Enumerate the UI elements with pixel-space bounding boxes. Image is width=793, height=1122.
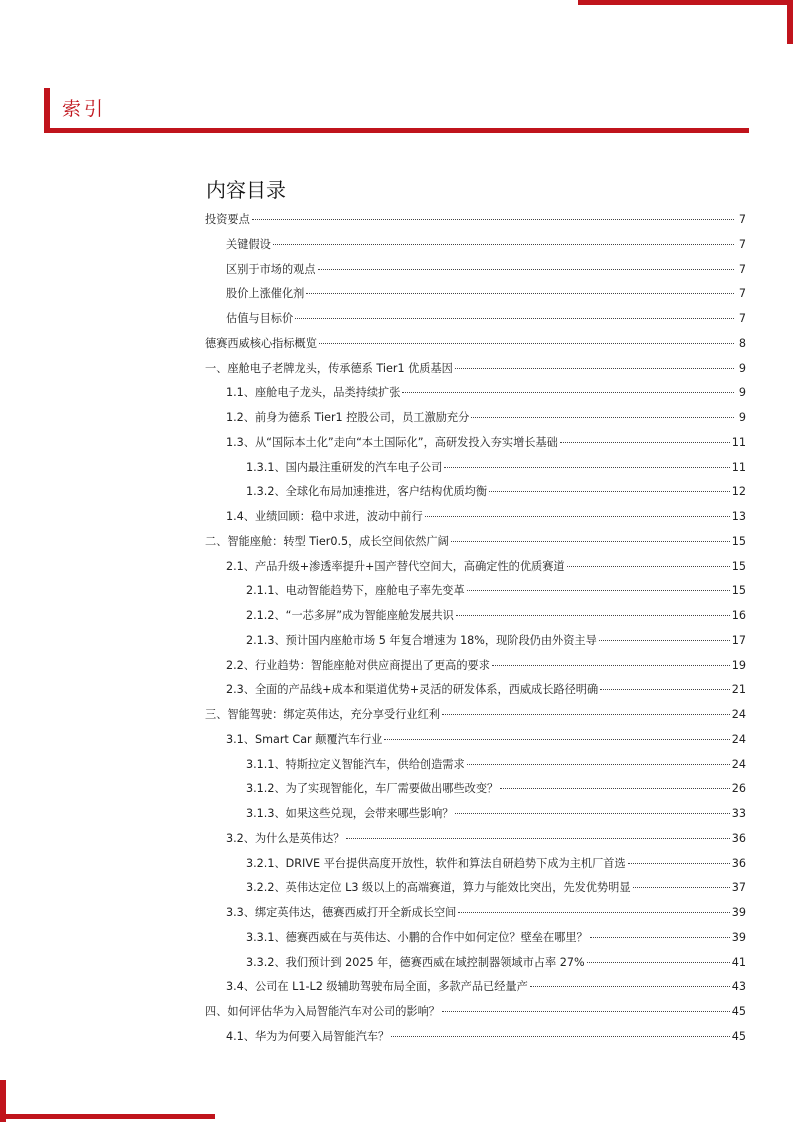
- toc-dot-leader: [599, 640, 730, 641]
- toc-entry-label: 3.4、公司在 L1-L2 级辅助驾驶布局全面，多款产品已经量产: [226, 980, 528, 994]
- toc-entry-label: 2.2、行业趋势：智能座舱对供应商提出了更高的要求: [226, 658, 490, 672]
- toc-entry[interactable]: [205, 409, 746, 434]
- toc-entry[interactable]: [205, 508, 746, 533]
- toc-dot-leader: [471, 417, 734, 418]
- toc-entry-page: 15: [731, 534, 746, 548]
- toc-entry[interactable]: [205, 384, 746, 409]
- toc-entry[interactable]: [205, 805, 746, 830]
- toc-entry-label: 一、座舱电子老牌龙头，传承德系 Tier1 优质基因: [205, 361, 453, 375]
- toc-entry-page: 45: [731, 1029, 746, 1043]
- toc-dot-leader: [425, 516, 730, 517]
- toc-entry-page: 7: [738, 237, 746, 251]
- toc-entry-label: 3.1.1、特斯拉定义智能汽车，供给创造需求: [246, 757, 465, 771]
- toc-dot-leader: [391, 1036, 730, 1037]
- toc-entry-page: 24: [731, 757, 746, 771]
- toc-dot-leader: [458, 912, 729, 913]
- top-right-bar: [578, 0, 793, 5]
- toc-entry-label: 3.3.1、德赛西威在与英伟达、小鹏的合作中如何定位？壁垒在哪里？: [246, 930, 588, 944]
- toc-entry-page: 17: [731, 633, 746, 647]
- toc-entry[interactable]: [205, 780, 746, 805]
- toc-dot-leader: [492, 665, 730, 666]
- toc-dot-leader: [530, 986, 730, 987]
- toc-entry-label: 3.3.2、我们预计到 2025 年，德赛西威在域控制器领域市占率 27%: [246, 955, 585, 969]
- toc-entry-page: 7: [738, 312, 746, 325]
- toc-entry[interactable]: [205, 310, 746, 335]
- toc-entry-label: 关键假设: [226, 237, 271, 251]
- toc-entry-page: 39: [731, 906, 746, 919]
- toc-entry-label: 二、智能座舱：转型 Tier0.5，成长空间依然广阔: [205, 534, 449, 548]
- toc-entry-label: 4.1、华为为何要入局智能汽车？: [226, 1029, 390, 1043]
- toc-dot-leader: [560, 442, 730, 443]
- toc-entry[interactable]: [205, 483, 746, 508]
- toc-entry[interactable]: [205, 830, 746, 855]
- toc-entry-page: 45: [731, 1005, 746, 1018]
- toc-dot-leader: [467, 764, 730, 765]
- toc-entry[interactable]: [205, 360, 746, 385]
- toc-entry-page: 43: [731, 980, 746, 994]
- toc-dot-leader: [590, 937, 730, 938]
- toc-entry-label: 3.2.2、英伟达定位 L3 级以上的高端赛道，算力与能效比突出，先发优势明显: [246, 881, 631, 895]
- toc-entry-page: 9: [738, 386, 746, 400]
- toc-entry-label: 1.1、座舱电子龙头，品类持续扩张: [226, 386, 401, 400]
- toc-entry-label: 投资要点: [205, 213, 250, 226]
- toc-entry-page: 21: [731, 683, 746, 697]
- toc-entry[interactable]: [205, 954, 746, 979]
- toc-dot-leader: [442, 714, 730, 715]
- toc-dot-leader: [600, 689, 730, 690]
- toc-entry[interactable]: [205, 236, 746, 261]
- toc-entry[interactable]: [205, 434, 746, 459]
- toc-entry-page: 36: [731, 856, 746, 870]
- toc-entry-page: 11: [731, 435, 746, 449]
- toc-entry[interactable]: [205, 1028, 746, 1053]
- toc-dot-leader: [467, 590, 730, 591]
- toc-entry-page: 7: [738, 262, 746, 276]
- toc-entry-page: 8: [738, 336, 746, 350]
- toc-entry-page: 15: [731, 559, 746, 573]
- toc-entry-page: 13: [731, 510, 746, 523]
- toc-entry[interactable]: [205, 211, 746, 236]
- toc-dot-leader: [456, 615, 730, 616]
- toc-dot-leader: [306, 293, 734, 294]
- toc-entry-label: 3.1、Smart Car 颠覆汽车行业: [226, 732, 383, 746]
- toc-entry-label: 2.1.1、电动智能趋势下，座舱电子率先变革: [246, 584, 465, 598]
- toc-entry[interactable]: [205, 533, 746, 558]
- toc-entry-label: 2.1.2、“一芯多屏”成为智能座舱发展共识: [246, 609, 454, 622]
- toc-entry-label: 3.3、绑定英伟达，德赛西威打开全新成长空间: [226, 906, 457, 919]
- toc-dot-leader: [444, 467, 729, 468]
- toc-entry[interactable]: [205, 879, 746, 904]
- toc-entry-label: 三、智能驾驶：绑定英伟达，充分享受行业红利: [205, 708, 440, 721]
- toc-entry[interactable]: [205, 261, 746, 286]
- toc-entry-page: 12: [731, 485, 746, 499]
- toc-dot-leader: [442, 1011, 730, 1012]
- toc-entry-page: 15: [731, 584, 746, 598]
- toc-dot-leader: [295, 318, 734, 319]
- header-rule: [44, 128, 749, 133]
- toc-entry-page: 7: [738, 213, 746, 226]
- toc-entry-label: 区别于市场的观点: [226, 262, 316, 276]
- header-accent-vertical: [44, 88, 50, 133]
- toc-entry-label: 3.2.1、DRIVE 平台提供高度开放性，软件和算法自研趋势下成为主机厂首选: [246, 856, 626, 870]
- table-of-contents: [205, 211, 746, 1053]
- toc-entry-page: 39: [731, 930, 746, 944]
- toc-entry-label: 3.2、为什么是英伟达？: [226, 831, 345, 845]
- toc-title: 内容目录: [206, 178, 286, 202]
- toc-entry-label: 3.1.3、如果这些兑现，会带来哪些影响？: [246, 807, 454, 820]
- toc-dot-leader: [500, 788, 730, 789]
- toc-entry[interactable]: [205, 706, 746, 731]
- toc-entry-page: 9: [738, 411, 746, 424]
- toc-entry[interactable]: [205, 731, 746, 756]
- toc-entry[interactable]: [205, 978, 746, 1003]
- toc-dot-leader: [318, 269, 734, 270]
- toc-entry-page: 24: [731, 732, 746, 746]
- toc-entry[interactable]: [205, 607, 746, 632]
- toc-entry-page: 7: [738, 287, 746, 301]
- toc-dot-leader: [633, 887, 730, 888]
- toc-dot-leader: [319, 343, 734, 344]
- toc-entry-label: 2.1.3、预计国内座舱市场 5 年复合增速为 18%，现阶段仍由外资主导: [246, 633, 597, 647]
- toc-dot-leader: [402, 392, 734, 393]
- toc-entry-label: 四、如何评估华为入局智能汽车对公司的影响？: [205, 1005, 440, 1018]
- toc-entry-label: 德赛西威核心指标概览: [205, 336, 317, 350]
- toc-entry[interactable]: [205, 558, 746, 583]
- toc-entry-label: 2.1、产品升级+渗透率提升+国产替代空间大，高确定性的优质赛道: [226, 559, 565, 573]
- toc-entry[interactable]: [205, 582, 746, 607]
- toc-entry[interactable]: [205, 904, 746, 929]
- toc-dot-leader: [567, 566, 730, 567]
- toc-entry[interactable]: [205, 855, 746, 880]
- toc-entry-label: 1.4、业绩回顾：稳中求进，波动中前行: [226, 510, 423, 523]
- toc-entry[interactable]: [205, 285, 746, 310]
- toc-entry-label: 估值与目标价: [226, 312, 294, 325]
- toc-dot-leader: [489, 491, 730, 492]
- toc-entry-page: 9: [738, 361, 746, 375]
- bottom-left-bar: [0, 1114, 215, 1119]
- toc-dot-leader: [451, 541, 730, 542]
- toc-entry-page: 36: [731, 831, 746, 845]
- toc-entry-label: 股价上涨催化剂: [226, 287, 305, 301]
- toc-entry-label: 1.3、从“国际本土化”走向“本土国际化”，高研发投入夯实增长基础: [226, 435, 558, 449]
- toc-entry[interactable]: [205, 657, 746, 682]
- toc-entry[interactable]: [205, 681, 746, 706]
- toc-entry[interactable]: [205, 929, 746, 954]
- toc-entry[interactable]: [205, 335, 746, 360]
- toc-dot-leader: [346, 838, 729, 839]
- toc-dot-leader: [273, 244, 734, 245]
- toc-entry-page: 37: [731, 881, 746, 895]
- top-right-bar-vertical: [787, 0, 793, 44]
- index-title: 索引: [62, 98, 107, 120]
- toc-entry-page: 24: [731, 708, 746, 721]
- toc-entry-page: 26: [731, 782, 746, 796]
- toc-entry-label: 1.3.2、全球化布局加速推进，客户结构优质均衡: [246, 485, 488, 499]
- toc-entry[interactable]: [205, 632, 746, 657]
- toc-entry-page: 19: [731, 658, 746, 672]
- toc-dot-leader: [252, 219, 734, 220]
- toc-entry[interactable]: [205, 459, 746, 484]
- toc-entry-label: 1.3.1、国内最注重研发的汽车电子公司: [246, 460, 443, 474]
- toc-entry[interactable]: [205, 1003, 746, 1028]
- toc-entry[interactable]: [205, 756, 746, 781]
- toc-entry-label: 3.1.2、为了实现智能化，车厂需要做出哪些改变？: [246, 782, 499, 796]
- toc-entry-label: 1.2、前身为德系 Tier1 控股公司，员工激励充分: [226, 411, 470, 424]
- toc-entry-page: 33: [731, 807, 746, 820]
- toc-entry-page: 11: [731, 460, 746, 474]
- toc-dot-leader: [628, 863, 730, 864]
- toc-dot-leader: [455, 813, 729, 814]
- toc-dot-leader: [455, 368, 734, 369]
- toc-dot-leader: [384, 739, 729, 740]
- toc-entry-label: 2.3、全面的产品线+成本和渠道优势+灵活的研发体系，西威成长路径明确: [226, 683, 599, 697]
- toc-entry-page: 41: [731, 955, 746, 969]
- toc-dot-leader: [587, 962, 730, 963]
- toc-entry-page: 16: [731, 609, 746, 622]
